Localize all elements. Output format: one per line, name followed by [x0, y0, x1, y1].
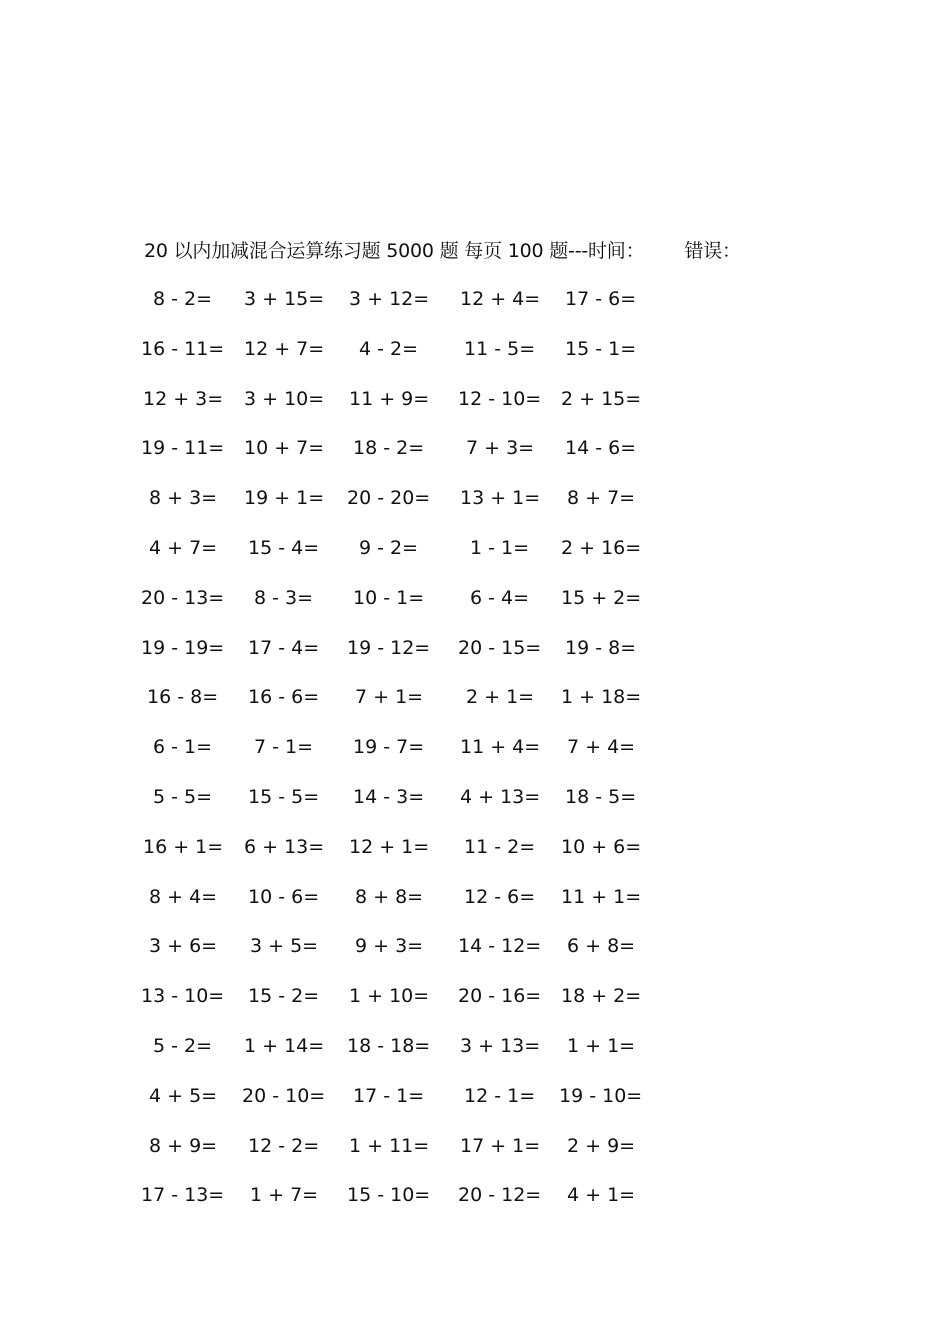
problem-row: [0, 782, 950, 812]
problem-item: 14 - 6=: [565, 437, 637, 460]
problem-item: 4 + 13=: [460, 786, 541, 808]
problem-item: 17 + 1=: [460, 1134, 541, 1157]
problem-row: [0, 682, 950, 712]
problem-item: 8 + 4=: [149, 885, 218, 908]
problem-item: 18 - 18=: [347, 1035, 431, 1057]
problem-item: 20 - 10=: [242, 1084, 326, 1107]
problem-item: 5 - 2=: [153, 1035, 213, 1057]
problem-item: 10 - 6=: [248, 885, 320, 908]
problem-item: 1 + 10=: [349, 985, 430, 1008]
problem-item: 8 - 2=: [153, 288, 213, 310]
problem-item: 20 - 15=: [458, 636, 542, 659]
problem-row: [0, 1081, 950, 1111]
problem-row: [0, 832, 950, 862]
problem-item: 11 + 1=: [561, 885, 642, 908]
problem-item: 3 + 10=: [244, 387, 325, 410]
problem-item: 4 + 5=: [149, 1084, 218, 1107]
problem-item: 18 - 5=: [565, 786, 637, 808]
problem-item: 8 + 8=: [355, 885, 424, 908]
problem-item: 12 + 1=: [349, 835, 430, 858]
problem-item: 19 - 8=: [565, 636, 637, 659]
problem-item: 17 - 13=: [141, 1184, 225, 1207]
worksheet-header: [144, 236, 741, 263]
problem-item: 19 - 7=: [353, 736, 425, 759]
problem-item: 2 + 1=: [466, 686, 535, 709]
problem-item: 15 - 4=: [248, 537, 320, 559]
problem-item: 16 - 11=: [141, 337, 225, 360]
problem-item: 7 + 1=: [355, 686, 424, 709]
problem-row: [0, 931, 950, 961]
problem-row: [0, 1180, 950, 1210]
problem-item: 10 + 6=: [561, 835, 642, 858]
problem-item: 15 - 5=: [248, 786, 320, 808]
problem-item: 17 - 4=: [248, 636, 320, 659]
problem-item: 6 - 1=: [153, 736, 213, 759]
problem-item: 1 + 1=: [567, 1035, 636, 1057]
problem-item: 17 - 6=: [565, 288, 637, 310]
problem-item: 2 + 9=: [567, 1134, 636, 1157]
problem-row: [0, 981, 950, 1011]
problem-item: 8 + 3=: [149, 487, 218, 510]
problem-item: 9 - 2=: [359, 537, 419, 559]
problem-item: 12 - 6=: [464, 885, 536, 908]
problem-row: [0, 1031, 950, 1061]
problem-row: [0, 882, 950, 912]
problem-item: 19 - 11=: [141, 437, 225, 460]
problem-row: [0, 633, 950, 663]
problem-row: [0, 583, 950, 613]
problem-item: 7 + 4=: [567, 736, 636, 759]
problem-item: 15 - 2=: [248, 985, 320, 1008]
problem-item: 3 + 6=: [149, 935, 218, 958]
problem-item: 19 - 19=: [141, 636, 225, 659]
problem-item: 6 + 13=: [244, 835, 325, 858]
problem-item: 1 + 18=: [561, 686, 642, 709]
problem-item: 9 + 3=: [355, 935, 424, 958]
problem-item: 13 - 10=: [141, 985, 225, 1008]
problem-item: 5 - 5=: [153, 786, 213, 808]
problem-item: 15 - 1=: [565, 337, 637, 360]
problem-item: 1 + 7=: [250, 1184, 319, 1207]
problem-item: 4 + 7=: [149, 537, 218, 559]
problem-item: 4 + 1=: [567, 1184, 636, 1207]
problem-item: 2 + 16=: [561, 537, 642, 559]
errors-label: 错误：: [684, 240, 741, 262]
problem-item: 4 - 2=: [359, 337, 419, 360]
problem-item: 3 + 5=: [250, 935, 319, 958]
problem-item: 18 - 2=: [353, 437, 425, 460]
problem-item: 12 + 7=: [244, 337, 325, 360]
problem-item: 6 - 4=: [470, 586, 530, 609]
problem-item: 13 + 1=: [460, 487, 541, 510]
problem-item: 11 - 5=: [464, 337, 536, 360]
problem-item: 8 - 3=: [254, 586, 314, 609]
problem-row: [0, 483, 950, 513]
problem-item: 12 - 2=: [248, 1134, 320, 1157]
problem-item: 3 + 12=: [349, 288, 430, 310]
problem-item: 1 + 11=: [349, 1134, 430, 1157]
problem-item: 3 + 13=: [460, 1035, 541, 1057]
problem-item: 16 - 8=: [147, 686, 219, 709]
problem-item: 10 - 1=: [353, 586, 425, 609]
problem-item: 20 - 16=: [458, 985, 542, 1008]
problem-item: 12 - 10=: [458, 387, 542, 410]
problem-row: [0, 732, 950, 762]
problem-item: 11 + 4=: [460, 736, 541, 759]
problem-item: 10 + 7=: [244, 437, 325, 460]
problem-item: 20 - 13=: [141, 586, 225, 609]
problem-item: 2 + 15=: [561, 387, 642, 410]
problem-row: [0, 1131, 950, 1161]
problem-item: 8 + 9=: [149, 1134, 218, 1157]
problem-item: 16 - 6=: [248, 686, 320, 709]
problem-item: 11 - 2=: [464, 835, 536, 858]
problem-item: 19 + 1=: [244, 487, 325, 510]
problem-row: [0, 533, 950, 563]
problem-item: 7 - 1=: [254, 736, 314, 759]
problem-item: 6 + 8=: [567, 935, 636, 958]
problem-item: 18 + 2=: [561, 985, 642, 1008]
worksheet-title: 20 以内加减混合运算练习题 5000 题 每页 100 题---时间：: [144, 240, 645, 262]
problem-row: [0, 433, 950, 463]
problem-item: 11 + 9=: [349, 387, 430, 410]
problem-item: 15 + 2=: [561, 586, 642, 609]
problem-item: 14 - 12=: [458, 935, 542, 958]
problem-item: 12 + 3=: [143, 387, 224, 410]
problem-item: 19 - 12=: [347, 636, 431, 659]
problem-item: 19 - 10=: [559, 1084, 643, 1107]
problem-item: 20 - 12=: [458, 1184, 542, 1207]
problem-item: 17 - 1=: [353, 1084, 425, 1107]
problem-item: 16 + 1=: [143, 835, 224, 858]
problem-item: 12 + 4=: [460, 288, 541, 310]
problem-item: 20 - 20=: [347, 487, 431, 510]
problem-item: 8 + 7=: [567, 487, 636, 510]
problem-item: 7 + 3=: [466, 437, 535, 460]
problem-item: 1 - 1=: [470, 537, 530, 559]
problem-item: 1 + 14=: [244, 1035, 325, 1057]
problem-row: [0, 284, 950, 314]
problem-item: 15 - 10=: [347, 1184, 431, 1207]
problem-item: 14 - 3=: [353, 786, 425, 808]
problem-row: [0, 384, 950, 414]
problem-item: 3 + 15=: [244, 288, 325, 310]
problem-row: [0, 334, 950, 364]
problem-item: 12 - 1=: [464, 1084, 536, 1107]
